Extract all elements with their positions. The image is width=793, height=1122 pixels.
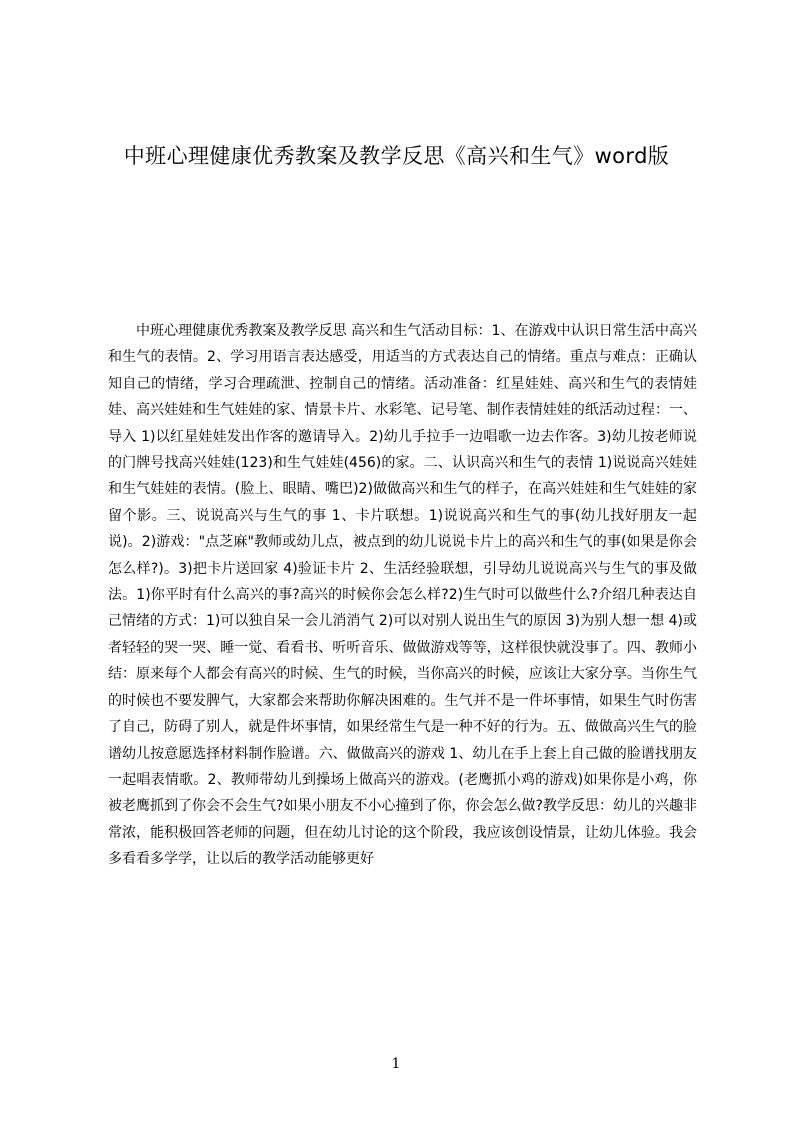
- page-number: 1: [391, 1056, 401, 1072]
- document-title: 中班心理健康优秀教案及教学反思《高兴和生气》word版: [123, 144, 670, 168]
- document-body-paragraph: 中班心理健康优秀教案及教学反思 高兴和生气活动目标：1、在游戏中认识日常生活中高兴和生气的表情。2、学习用语言表达感受，用适当的方式表达自己的情绪。重点与难点：正确认知自己的情绪，学习合理疏泄、控制自己的情绪。活动准备：红星娃娃、高兴和生气的表情娃娃、高兴娃娃和生气娃娃的家、情景卡片、水彩笔、记号笔、制作表情娃娃的纸活动过程：一、导入 1)以红星娃娃发出作客的邀请导入。2)幼儿手拉手一边唱歌一边去作客。3)幼儿按老师说的门牌号找高兴娃娃(123)和生气娃娃(456)的家。二、认识高兴和生气的表情 1)说说高兴娃娃和生气娃娃的表情。(脸上、眼睛、嘴巴)2)做做高兴和生气的样子，在高兴娃娃和生气娃娃的家留个影。三、说说高兴与生气的事 1、卡片联想。1)说说高兴和生气的事(幼儿找好朋友一起说)。2)游戏："点芝麻"教师或幼儿点，被点到的幼儿说说卡片上的高兴和生气的事(如果是你会怎么样?)。3)把卡片送回家 4)验证卡片 2、生活经验联想，引导幼儿说说高兴与生气的事及做法。1)你平时有什么高兴的事?高兴的时候你会怎么样?2)生气时可以做些什么?介绍几种表达自己情绪的方式：1)可以独自呆一会儿消消气 2)可以对别人说出生气的原因 3)为别人想一想 4)或者轻轻的哭一哭、睡一觉、看看书、听听音乐、做做游戏等等，这样很快就没事了。四、教师小结：原来每个人都会有高兴的时候、生气的时候，当你高兴的时候，应该让大家分享。当你生气的时候也不要发脾气，大家都会来帮助你解决困难的。生气并不是一件坏事情，如果生气时伤害了自己，防碍了别人，就是件坏事情，如果经常生气是一种不好的行为。五、做做高兴生气的脸谱幼儿按意愿选择材料制作脸谱。六、做做高兴的游戏 1、幼儿在手上套上自己做的脸谱找朋友一起唱表情歌。2、教师带幼儿到操场上做高兴的游戏。(老鹰抓小鸡的游戏)如果你是小鸡，你被老鹰抓到了你会不会生气?如果小朋友不小心撞到了你，你会怎么做?教学反思：幼儿的兴趣非常浓，能积极回答老师的问题，但在幼儿讨论的这个阶段，我应该创设情景，让幼儿体验。我会多看看多学学，让以后的教学活动能够更好: [108, 323, 697, 868]
